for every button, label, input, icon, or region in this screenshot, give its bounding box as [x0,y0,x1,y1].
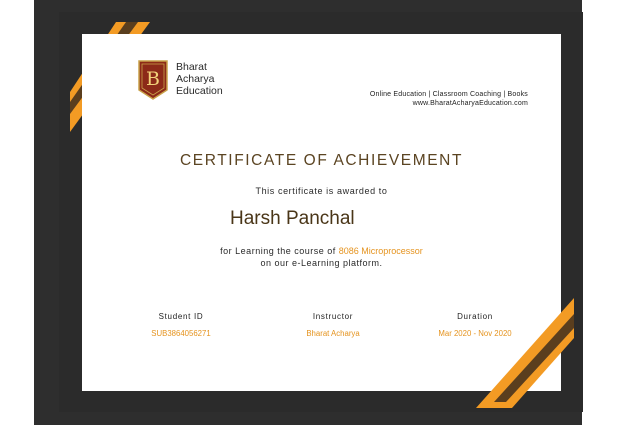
recipient-name: Harsh Panchal [230,208,355,229]
awarded-text: This certificate is awarded to [255,186,388,196]
brand-logo-icon [138,60,168,100]
corner-ribbon-bottom-right [476,298,574,408]
svg-text:B: B [146,68,160,90]
student-id-label: Student ID [158,312,204,321]
brand-line-1: Bharat [176,61,207,73]
instructor-value: Bharat Acharya [306,329,360,338]
duration-label: Duration [457,312,493,321]
course-name: 8086 Microprocessor [338,246,423,256]
brand-line-3: Education [176,85,223,97]
certificate-title: CERTIFICATE OF ACHIEVEMENT [179,152,464,169]
student-id-value: SUB3864056271 [151,329,211,338]
instructor-label: Instructor [312,312,354,321]
course-statement [82,245,561,269]
student-id-block [116,312,246,338]
brand-line-2: Acharya [176,73,215,85]
contact-info [370,90,528,108]
course-suffix: on our e-Learning platform. [260,258,383,268]
course-prefix: for Learning the course of [220,246,336,256]
services-text: Online Education | Classroom Coaching | Books [369,91,528,98]
instructor-block [268,312,398,338]
duration-value: Mar 2020 - Nov 2020 [438,329,512,338]
brand-name [176,61,223,97]
website-text: www.BharatAcharyaEducation.com [412,100,528,107]
